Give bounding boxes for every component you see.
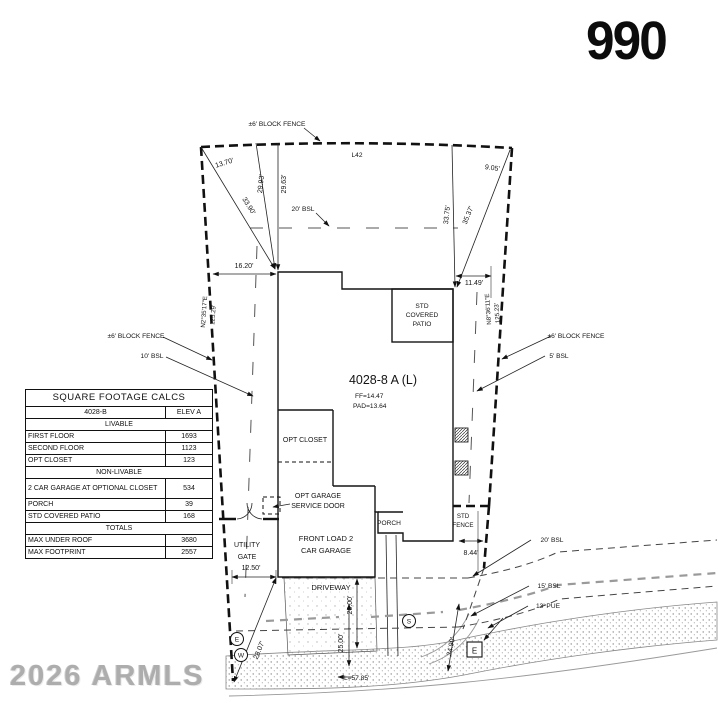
row-label: MAX FOOTPRINT [26,546,166,558]
bearing-right: N8°36'11"E [483,293,494,325]
bsl-20-bottom-ext [468,540,717,578]
bearing-left-length: 125.29' [209,304,218,326]
leader-bsl20-bottom [473,540,531,576]
leader-bsl15 [471,586,529,616]
leader-fence-right [502,336,551,359]
row-label: PORCH [26,498,166,510]
house-model-label: 4028-8 A (L) [348,373,418,387]
ac-unit-2 [455,461,468,475]
row-value: 39 [166,498,213,510]
armls-watermark: 2026 ARMLS [10,660,205,692]
driveway-label: DRIVEWAY [311,583,351,592]
fence-right-label: ±6' BLOCK FENCE [547,333,605,340]
leader-bsl5 [477,356,545,391]
dim-35-37: 35.37' [461,205,476,226]
dim-28-07: 28.07' [252,640,267,661]
row-label: 2 CAR GARAGE AT OPTIONAL CLOSET [26,478,166,498]
arc-length-label: L=57.85' [344,675,370,682]
table-title: SQUARE FOOTAGE CALCS [26,390,213,407]
gate-swing-arc-2 [247,503,262,519]
fence-top-label: ±6' BLOCK FENCE [248,121,306,128]
bearing-left: N2°35'17"E [199,295,210,328]
porch-label: PORCH [377,520,401,527]
row-value: 1693 [166,430,213,442]
utility-gate-label-1: UTILITY [233,542,261,549]
row-label: SECOND FLOOR [26,442,166,454]
row-label: OPT CLOSET [26,454,166,466]
dim-29-93: 29.93' [257,174,266,194]
leader-fence-top [304,128,320,141]
std-fence-label-1: STD [456,513,470,520]
row-label: FIRST FLOOR [26,430,166,442]
garage-label-2: CAR GARAGE [300,546,352,555]
patio-label-3: PATIO [412,321,432,328]
dim-33-75: 33.75' [443,205,452,225]
bsl-5-right-line [469,292,477,503]
section-livable: LIVABLE [26,418,213,430]
patio-label-1: STD [415,303,429,310]
garage-label-1: FRONT LOAD 2 [298,534,354,543]
row-value: 168 [166,510,213,522]
bearing-right-length: 125.23' [493,302,502,324]
dim-9-05: 9.05' [484,164,501,174]
row-value: 2557 [166,546,213,558]
bsl-15-ext [459,573,717,610]
row-value: 123 [166,454,213,466]
utility-gate-label-2: GATE [237,554,257,561]
row-value: 1123 [166,442,213,454]
dim-34-90: 34.90' [446,636,457,657]
dim-13-70: 13.70' [214,157,235,170]
boundary-top [201,143,512,148]
walkway-edge-left [386,535,388,656]
house-pad-label: PAD=13.64 [353,403,387,410]
row-value: 3680 [166,534,213,546]
bsl20-top-label: 20' BSL [291,206,315,213]
patio-label-2: COVERED [405,312,439,319]
dim-16-20: 16.20' [234,263,254,270]
service-door-label-2: SERVICE DOOR [291,503,345,510]
dim-12-50: 12.50' [241,565,261,572]
leader-fence-left [163,337,212,360]
setback-lines [233,228,717,631]
table-elev-header: ELEV A [166,406,213,418]
table-model-header: 4028-B [26,406,166,418]
walkway-edge-right [396,535,398,656]
bsl5-label: 5' BSL [549,353,569,360]
water-marker-label: W [237,652,245,660]
dim-25-00: 25.00' [338,633,345,653]
dim-line-29-93 [256,143,275,269]
pue13-label: 13' PUE [536,603,560,610]
row-label: STD COVERED PATIO [26,510,166,522]
dim-33-90: 33.90' [240,196,257,217]
opt-closet-label: OPT CLOSET [282,437,328,444]
boundary-right [489,148,512,506]
section-totals: TOTALS [26,522,213,534]
house-ff-label: FF=14.47 [355,393,384,400]
bsl20-bottom-label: 20' BSL [540,537,564,544]
dim-20-00: 20.00' [347,595,354,615]
lot-number: 990 [586,11,666,71]
dim-8-44: 8.44' [463,550,479,557]
gate-swing-arc-1 [237,503,252,519]
section-nonlivable: NON-LIVABLE [26,466,213,478]
ac-unit-1 [455,428,468,442]
leader-pue13 [488,606,528,628]
transformer-label: E [471,646,478,656]
std-fence-label-2: FENCE [452,522,474,529]
electric-marker-label: E [234,636,240,644]
dim-line-33-75 [452,145,455,287]
fence-left-label: ±6' BLOCK FENCE [107,333,165,340]
square-footage-table [25,389,213,559]
bsl10-label: 10' BSL [140,353,164,360]
leader-bsl20-top [316,213,329,226]
bsl15-label: 15' BSL [537,583,561,590]
sewer-marker-label: S [406,618,412,626]
service-door-label-1: OPT GARAGE [294,493,342,500]
row-value: 534 [166,478,213,498]
dim-line-33-90 [201,147,275,269]
curve-l42-label: L42 [351,152,363,159]
row-label: MAX UNDER ROOF [26,534,166,546]
leader-service-door [273,504,290,507]
dim-11-49: 11.49' [464,280,484,287]
fence-right-lower [484,506,489,568]
dim-29-63: 29.63' [281,174,288,194]
